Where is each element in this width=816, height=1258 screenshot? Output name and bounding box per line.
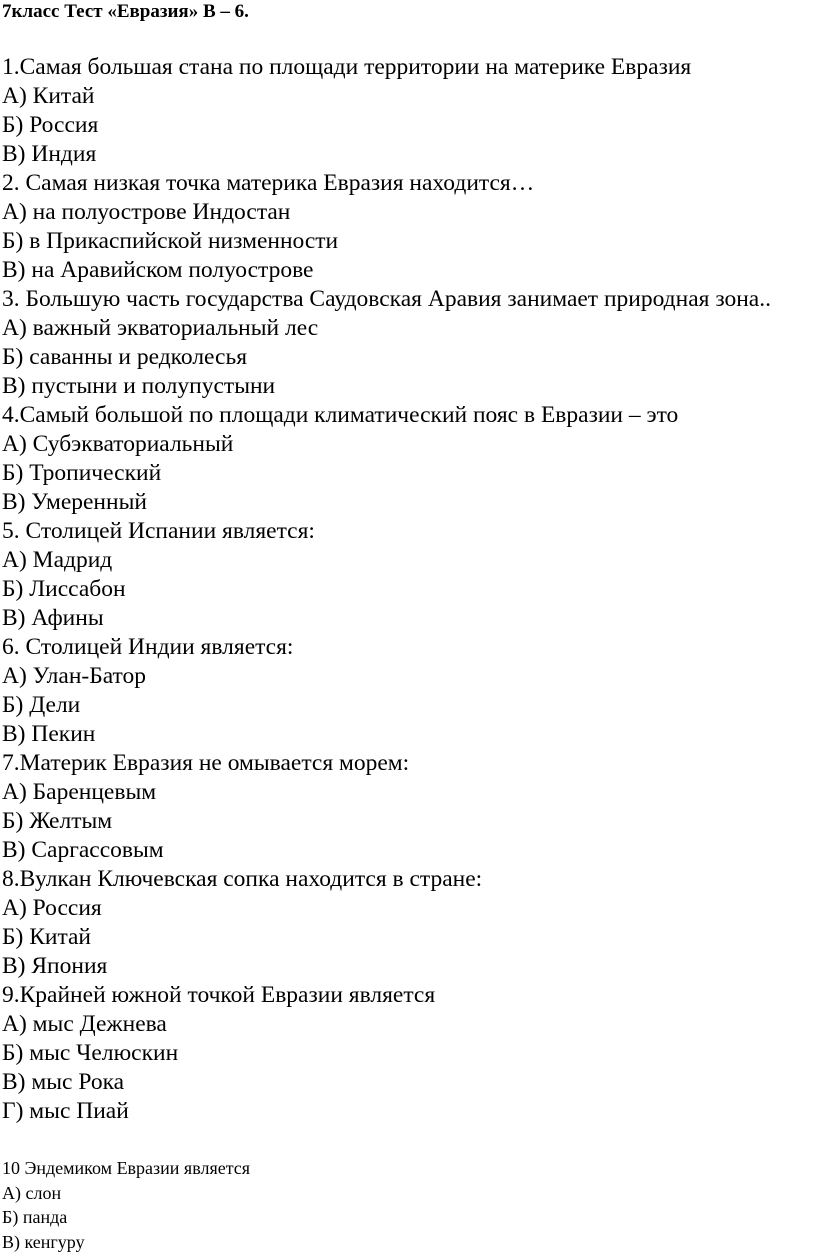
question-7-option-a: А) Баренцевым: [2, 779, 157, 805]
question-4-option-c: В) Умеренный: [2, 489, 147, 515]
question-10-option-b: Б) панда: [2, 1207, 68, 1227]
question-10-option-c: В) кенгуру: [2, 1231, 85, 1252]
question-5-option-c: В) Афины: [2, 605, 104, 631]
question-9-option-c: В) мыс Рока: [2, 1069, 125, 1095]
question-3-option-a: А) важный экваториальный лес: [2, 315, 319, 341]
question-2-option-c: В) на Аравийском полуострове: [2, 257, 314, 283]
question-1-text: 1.Самая большая стана по площади территории на материке Евразия: [2, 54, 692, 80]
question-6-option-a: А) Улан-Батор: [2, 663, 146, 689]
question-1-option-c: В) Индия: [2, 141, 97, 167]
question-7-text: 7.Материк Евразия не омывается морем:: [2, 750, 410, 776]
question-2-text: 2. Самая низкая точка материка Евразия находится…: [2, 170, 535, 196]
question-1-option-a: А) Китай: [2, 83, 95, 109]
question-5-text: 5. Столицей Испании является:: [2, 518, 315, 544]
question-3-text: 3. Большую часть государства Саудовская Аравия занимает природная зона..: [2, 286, 771, 312]
question-5-option-a: А) Мадрид: [2, 547, 113, 573]
question-8-option-b: Б) Китай: [2, 924, 92, 950]
question-6-text: 6. Столицей Индии является:: [2, 634, 294, 660]
question-4-option-a: А) Субэкваториальный: [2, 431, 234, 457]
question-7-option-b: Б) Желтым: [2, 808, 113, 834]
question-8-option-a: А) Россия: [2, 895, 102, 921]
question-5-option-b: Б) Лиссабон: [2, 576, 126, 602]
question-10-option-a: А) слон: [2, 1182, 62, 1203]
question-4-text: 4.Самый большой по площади климатический пояс в Евразии – это: [2, 402, 679, 428]
question-10-text: 10 Эндемиком Евразии является: [2, 1158, 251, 1178]
question-9-option-d: Г) мыс Пиай: [2, 1098, 129, 1124]
question-4-option-b: Б) Тропический: [2, 460, 162, 486]
question-6-option-b: Б) Дели: [2, 692, 81, 718]
question-6-option-c: В) Пекин: [2, 721, 96, 747]
question-7-option-c: В) Саргассовым: [2, 837, 164, 863]
question-8-option-c: В) Япония: [2, 953, 108, 979]
question-8-text: 8.Вулкан Ключевская сопка находится в стране:: [2, 866, 483, 892]
question-3-option-c: В) пустыни и полупустыни: [2, 373, 276, 399]
question-2-option-a: А) на полуострове Индостан: [2, 199, 291, 225]
question-3-option-b: Б) саванны и редколесья: [2, 344, 248, 370]
question-9-option-a: А) мыс Дежнева: [2, 1011, 167, 1037]
page-title: 7класс Тест «Евразия» В – 6.: [2, 1, 249, 22]
question-10-block: [2, 1156, 802, 1254]
questions-main: [2, 53, 802, 1126]
question-9-text: 9.Крайней южной точкой Евразии является: [2, 982, 436, 1008]
question-1-option-b: Б) Россия: [2, 112, 99, 138]
question-2-option-b: Б) в Прикаспийской низменности: [2, 228, 339, 254]
question-9-option-b: Б) мыс Челюскин: [2, 1040, 179, 1066]
